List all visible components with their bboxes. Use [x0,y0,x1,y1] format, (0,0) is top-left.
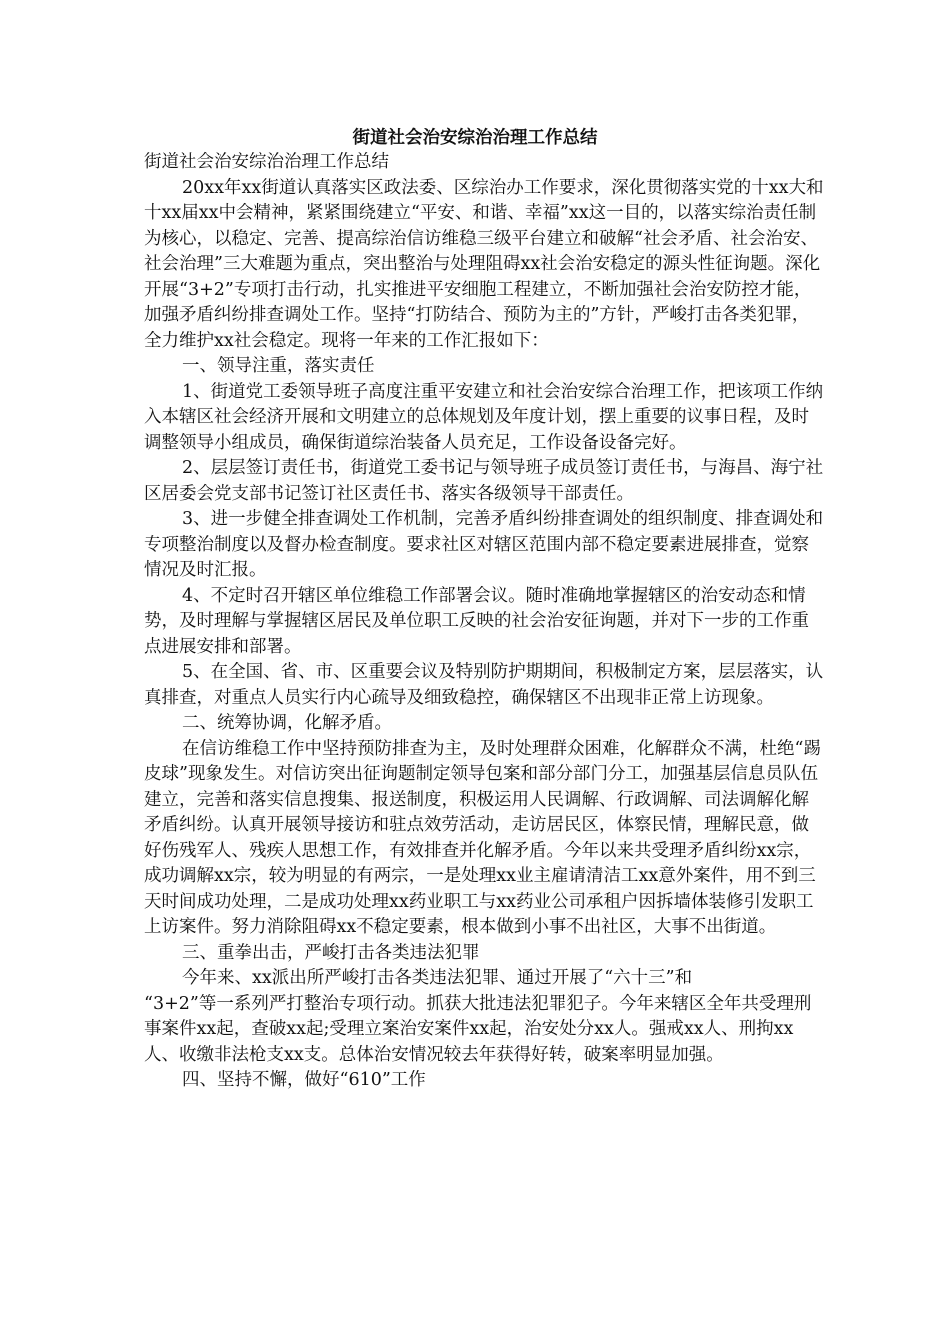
document-body [144,150,824,1094]
section-heading-4: 四、坚持不懈，做好“610”工作 [182,1070,426,1090]
document-title: 街道社会治安综治治理工作总结 [352,128,598,148]
section-1-item-5: 5、在全国、省、市、区重要会议及特别防护期期间，积极制定方案，层层落实，认真排查，对重点人员实行内心疏导及细致稳控，确保辖区不出现非正常上访现象。 [144,662,824,708]
section-1-item-1: 1、街道党工委领导班子高度注重平安建立和社会治安综合治理工作，把该项工作纳入本辖区社会经济开展和文明建立的总体规划及年度计划，摆上重要的议事日程，及时调整领导小组成员，确保街道综治装备人员充足，工作设备设备完好。 [144,381,824,453]
section-heading-1: 一、领导注重，落实责任 [182,356,375,376]
intro-paragraph: 20xx年xx街道认真落实区政法委、区综治办工作要求，深化贯彻落实党的十xx大和十xx届xx中会精神，紧紧围绕建立“平安、和谐、幸福”xx这一目的，以落实综治责任制为核心，以稳定、完善、提高综治信访维稳三级平台建立和破解“社会矛盾、社会治安、社会治理”三大难题为重点，突出整治与处理阻碍xx社会治安稳定的源头性征询题。深化开展“3+2”专项打击行动，扎实推进平安细胞工程建立，不断加强社会治安防控才能，加强矛盾纠纷排查调处工作。坚持“打防结合、预防为主的”方针，严峻打击各类犯罪，全力维护xx社会稳定。现将一年来的工作汇报如下： [144,177,824,351]
section-heading-3: 三、重拳出击，严峻打击各类违法犯罪 [182,942,480,963]
section-3-paragraph-lead: 今年来、xx派出所严峻打击各类违法犯罪、通过开展了“六十三”和 [182,968,693,988]
document-subtitle: 街道社会治安综治治理工作总结 [144,152,389,172]
section-1-item-3: 3、进一步健全排查调处工作机制，完善矛盾纠纷排查调处的组织制度、排查调处和专项整治制度以及督办检查制度。要求社区对辖区范围内部不稳定要素进展排查，觉察情况及时汇报。 [144,509,824,580]
section-1-item-4: 4、不定时召开辖区单位维稳工作部署会议。随时准确地掌握辖区的治安动态和情势，及时理解与掌握辖区居民及单位职工反映的社会治安征询题，并对下一步的工作重点进展安排和部署。 [144,585,809,657]
section-1-item-2: 2、层层签订责任书，街道党工委书记与领导班子成员签订责任书，与海昌、海宁社区居委会党支部书记签订社区责任书、落实各级领导干部责任。 [144,458,824,504]
section-2-paragraph: 在信访维稳工作中坚持预防排查为主，及时处理群众困难，化解群众不满，杜绝“踢皮球”现象发生。对信访突出征询题制定领导包案和部分部门分工，加强基层信息员队伍建立，完善和落实信息搜集、报送制度，积极运用人民调解、行政调解、司法调解化解矛盾纠纷。认真开展领导接访和驻点效劳活动，走访居民区，体察民情，理解民意，做好伤残军人、残疾人思想工作，有效排查并化解矛盾。今年以来共受理矛盾纠纷xx宗，成功调解xx宗，较为明显的有两宗，一是处理xx业主雇请清洁工xx意外案件，用不到三天时间成功处理，二是成功处理xx药业职工与xx药业公司承租户因拆墙体装修引发职工上访案件。努力消除阻碍xx不稳定要素，根本做到小事不出社区，大事不出街道。 [144,738,821,937]
section-heading-2: 二、统筹协调，化解矛盾。 [182,713,392,733]
section-3-paragraph-body: “3+2”等一系列严打整治专项行动。抓获大批违法犯罪犯子。今年来辖区全年共受理刑事案件xx起，查破xx起;受理立案治安案件xx起，治安处分xx人。强戒xx人、刑拘xx人、收缴非法枪支xx支。总体治安情况较去年获得好转，破案率明显加强。 [144,993,812,1065]
